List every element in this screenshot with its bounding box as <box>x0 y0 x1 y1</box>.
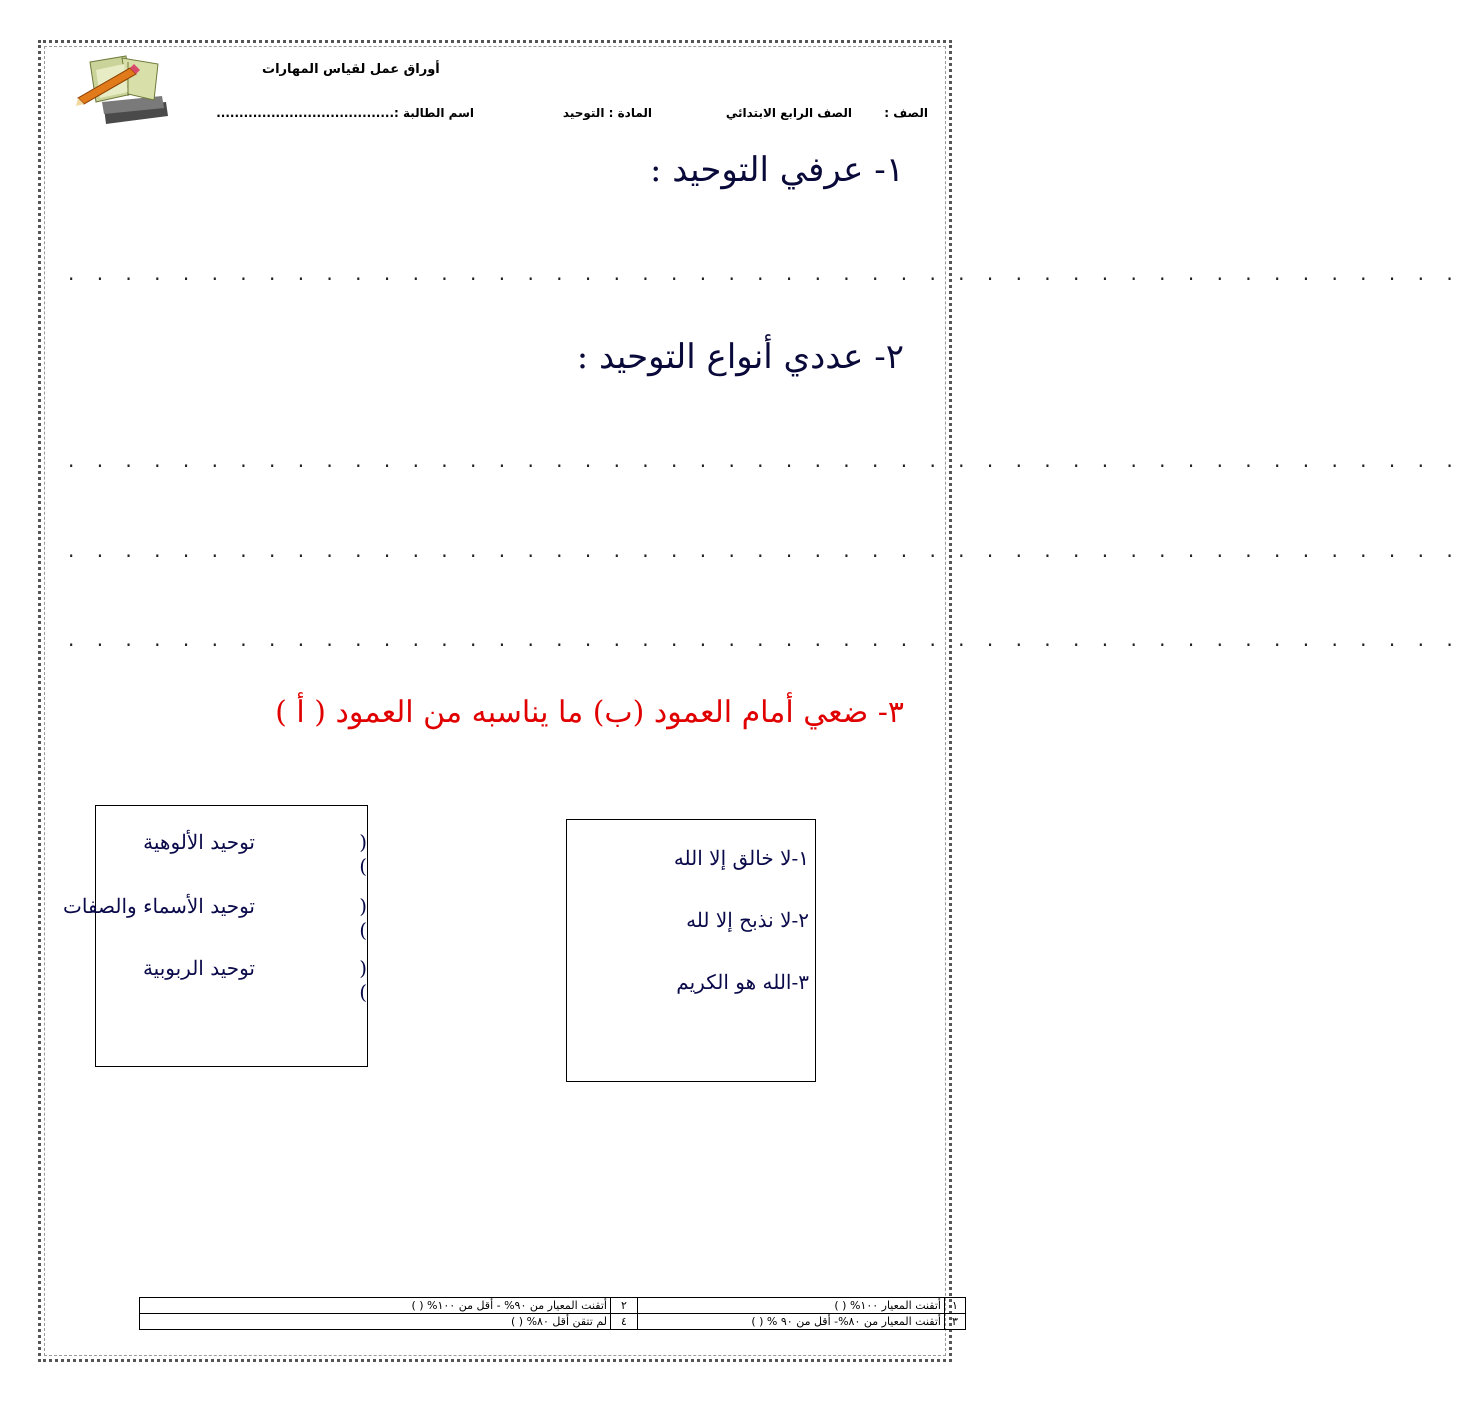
column-b-item-1: توحيد الألوهية <box>143 830 255 854</box>
answer-bracket-2[interactable]: ( ) <box>359 894 367 942</box>
answer-line-4[interactable]: . . . . . . . . . . . . . . . . . . . . . . . . . . . . . . . . . . . . . . . . . . . . . . . . . <box>68 627 1461 651</box>
scale-text: لم تتقن أقل ٨٠% ( ) <box>140 1314 611 1330</box>
scale-text: أتقنت المعيار من ٩٠% - أقل من ١٠٠% ( ) <box>140 1298 611 1314</box>
answer-line-1[interactable]: . . . . . . . . . . . . . . . . . . . . . . . . . . . . . . . . . . . . . . . . . . . . . . . . . <box>68 261 1461 285</box>
column-b-item-3: توحيد الربوبية <box>142 956 255 980</box>
table-row <box>140 1314 966 1330</box>
question-3: ٣- ضعي أمام العمود (ب) ما يناسبه من العمود ( أ ) <box>275 695 904 730</box>
grade-label: الصف : <box>884 106 928 120</box>
scale-num: ٢ <box>611 1298 638 1314</box>
answer-line-3[interactable]: . . . . . . . . . . . . . . . . . . . . . . . . . . . . . . . . . . . . . . . . . . . . . . . . . <box>68 538 1461 562</box>
scale-num: ١ <box>945 1298 966 1314</box>
question-2: ٢- عددي أنواع التوحيد : <box>576 337 904 377</box>
table-row <box>140 1298 966 1314</box>
subject-label: المادة : التوحيد <box>562 106 652 120</box>
column-a-item-2: ٢-لا نذبح إلا لله <box>686 908 809 932</box>
scale-num: ٣ <box>945 1314 966 1330</box>
student-name-field[interactable]: اسم الطالبة :....................................... <box>216 106 474 120</box>
books-pencil-icon <box>74 52 170 128</box>
scale-text: أتقنت المعيار ١٠٠% ( ) <box>638 1298 945 1314</box>
column-b-box <box>63 805 368 1067</box>
column-b-item-2: توحيد الأسماء والصفات <box>63 894 255 918</box>
worksheet-title: أوراق عمل لقياس المهارات <box>262 62 440 77</box>
question-1: ١- عرفي التوحيد : <box>649 150 904 190</box>
mastery-scale-table <box>139 1297 966 1330</box>
column-a-box <box>566 819 816 1082</box>
scale-num: ٤ <box>611 1314 638 1330</box>
scale-text: أتقنت المعيار من ٨٠%- أقل من ٩٠ % ( ) <box>638 1314 945 1330</box>
column-a-item-1: ١-لا خالق إلا الله <box>673 846 809 870</box>
answer-bracket-1[interactable]: ( ) <box>359 830 367 878</box>
column-a-item-3: ٣-الله هو الكريم <box>676 970 809 994</box>
answer-bracket-3[interactable]: ( ) <box>359 956 367 1004</box>
grade-value: الصف الرابع الابتدائي <box>725 106 852 120</box>
answer-line-2[interactable]: . . . . . . . . . . . . . . . . . . . . . . . . . . . . . . . . . . . . . . . . . . . . . . . . . <box>68 448 1461 472</box>
